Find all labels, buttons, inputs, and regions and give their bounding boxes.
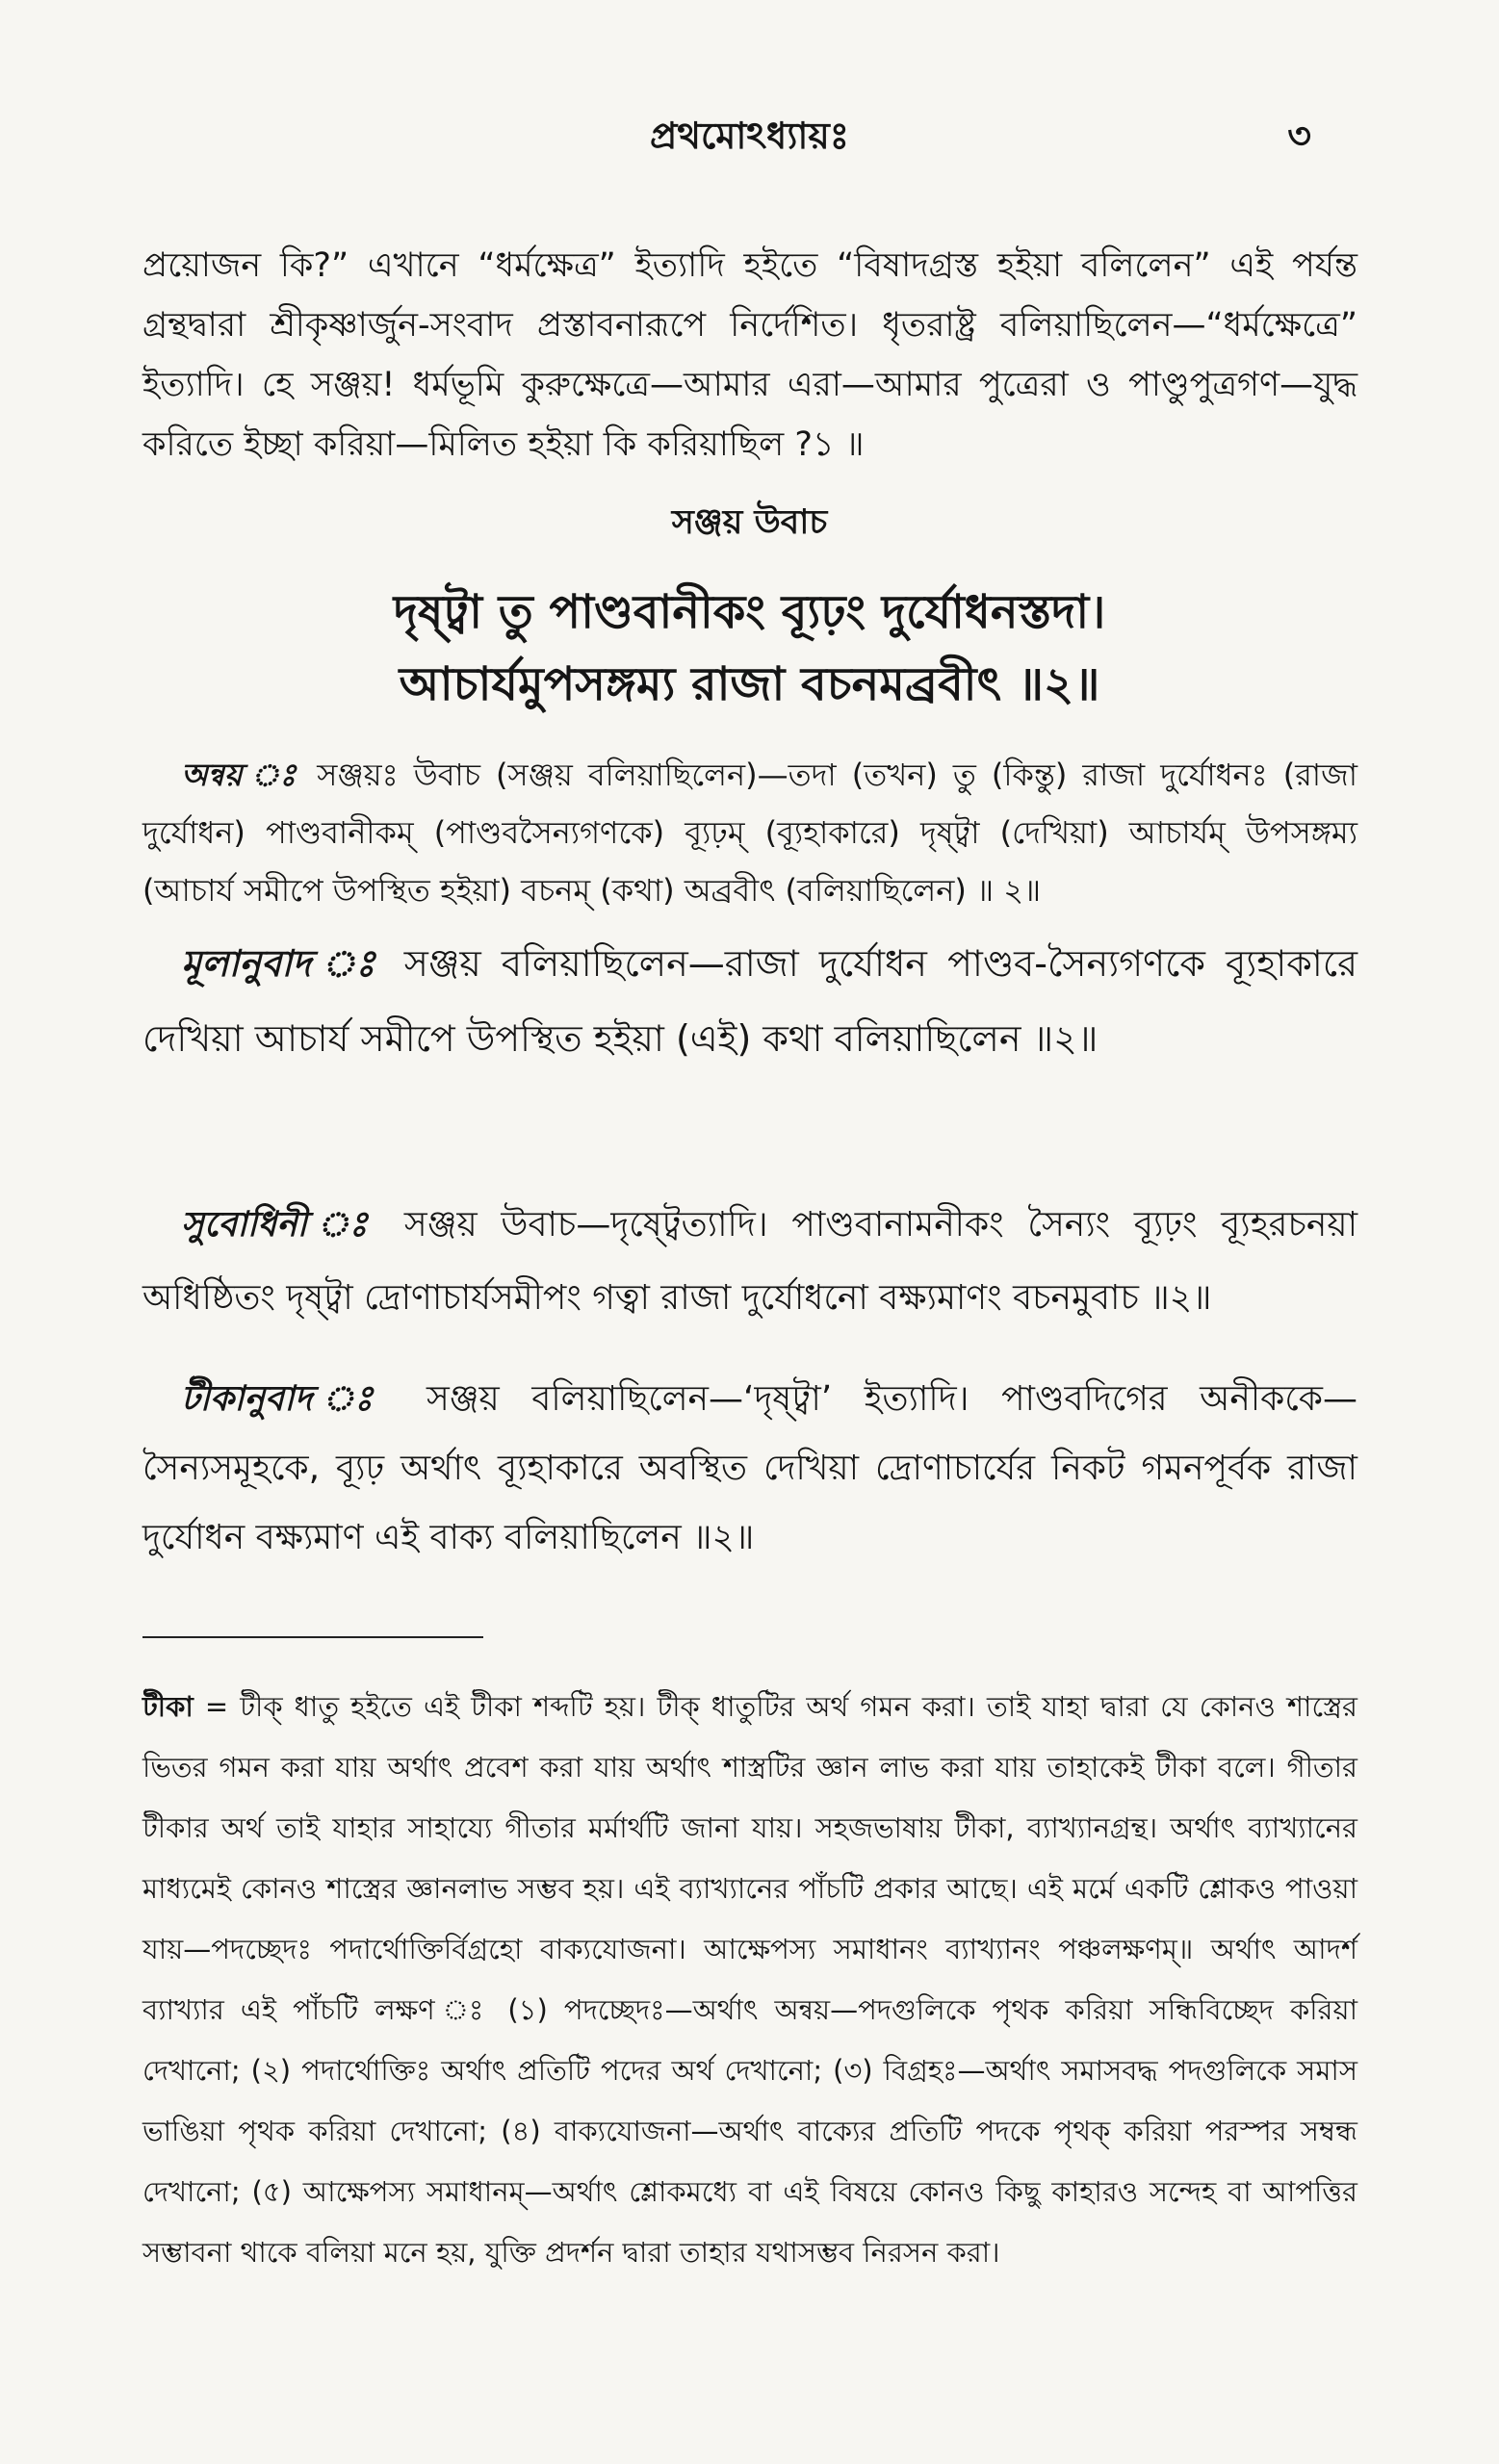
anvaya-paragraph bbox=[142, 746, 1357, 919]
mulanubad-text: সঞ্জয় বলিয়াছিলেন—রাজা দুর্যোধন পাণ্ডব-সৈন্যগণকে ব্যূহাকারে দেখিয়া আচার্য সমীপে উপস্থিত হইয়া (এই) কথা বলিয়াছিলেন ॥২॥ bbox=[142, 942, 1357, 1060]
speaker-heading: সঞ্জয় উবাচ bbox=[671, 503, 828, 542]
footnote-label: টীকা bbox=[142, 1690, 194, 1723]
mulanubad-label: মূলানুবাদ ঃ bbox=[181, 942, 384, 985]
verse-line-1: দৃষ্ট্বা তু পাণ্ডবানীকং ব্যূঢ়ং দুর্যোধনস্তদা। bbox=[393, 585, 1106, 639]
page-header bbox=[0, 108, 1499, 166]
footnote bbox=[142, 1677, 1357, 2283]
anvaya-label: অন্বয় ঃ bbox=[181, 757, 302, 793]
subodhini-text: সঞ্জয় উবাচ—দৃষ্ট্বেত্যাদি। পাণ্ডবানামনীকং সৈন্যং ব্যূঢ়ং ব্যূহরচনয়া অধিষ্ঠিতং দৃষ্ট্বা দ্রোণাচার্যসমীপং গত্বা রাজা দুর্যোধনো বক্ষ্যমাণং বচনমুবাচ ॥২॥ bbox=[142, 1205, 1358, 1318]
footnote-text: = টীক্ ধাতু হইতে এই টীকা শব্দটি হয়। টীক্ ধাতুটির অর্থ গমন করা। তাই যাহা দ্বারা যে কোনও শাস্ত্রের ভিতর গমন করা যায় অর্থাৎ প্রবেশ করা যায় অর্থাৎ শাস্ত্রটির জ্ঞান লাভ করা যায় তাহাকেই টীকা বলে। গীতার টীকার অর্থ তাই যাহার সাহায্যে গীতার মর্মার্থটি জানা যায়। সহজভাষায় টীকা, ব্যাখ্যানগ্রন্থ। অর্থাৎ ব্যাখ্যানের মাধ্যমেই কোনও শাস্ত্রের জ্ঞানলাভ সম্ভব হয়। এই ব্যাখ্যানের পাঁচটি প্রকার আছে। এই মর্মে একটি শ্লোকও পাওয়া যায়—পদচ্ছেদঃ পদার্থোক্তির্বিগ্রহো বাক্যযোজনা। আক্ষেপস্য সমাধানং ব্যাখ্যানং পঞ্চলক্ষণম্॥ অর্থাৎ আদর্শ ব্যাখ্যার এই পাঁচটি লক্ষণ ঃ (১) পদচ্ছেদঃ—অর্থাৎ অন্বয়—পদগুলিকে পৃথক করিয়া সন্ধিবিচ্ছেদ করিয়া দেখানো; (২) পদার্থোক্তিঃ অর্থাৎ প্রতিটি পদের অর্থ দেখানো; (৩) বিগ্রহঃ—অর্থাৎ সমাসবদ্ধ পদগুলিকে সমাস ভাঙিয়া পৃথক করিয়া দেখানো; (৪) বাক্যযোজনা—অর্থাৎ বাক্যের প্রতিটি পদকে পৃথক্ করিয়া পরস্পর সম্বন্ধ দেখানো; (৫) আক্ষেপস্য সমাধানম্—অর্থাৎ শ্লোকমধ্যে বা এই বিষয়ে কোনও কিছু কাহারও সন্দেহ বা আপত্তির সম্ভাবনা থাকে বলিয়া মনে হয়, যুক্তি প্রদর্শন দ্বারা তাহার যথাসম্ভব নিরসন করা। bbox=[142, 1690, 1357, 2269]
tikanubad-label: টীকানুবাদ ঃ bbox=[181, 1379, 395, 1419]
page-number: ৩ bbox=[1287, 115, 1311, 157]
tikanubad-paragraph bbox=[142, 1365, 1357, 1573]
chapter-title: প্রথমোঽধ্যায়ঃ bbox=[650, 115, 849, 157]
tikanubad-text: সঞ্জয় বলিয়াছিলেন—‘দৃষ্ট্বা’ ইত্যাদি। পাণ্ডবদিগের অনীককে—সৈন্যসমূহকে, ব্যূঢ় অর্থাৎ ব্যূহাকারে অবস্থিত দেখিয়া দ্রোণাচার্যের নিকট গমনপূর্বক রাজা দুর্যোধন বক্ষ্যমাণ এই বাক্য বলিয়াছিলেন ॥২॥ bbox=[142, 1379, 1357, 1557]
intro-paragraph: প্রয়োজন কি?” এখানে “ধর্মক্ষেত্র” ইত্যাদি হইতে “বিষাদগ্রস্ত হইয়া বলিলেন” এই পর্যন্ত গ্রন্থদ্বারা শ্রীকৃষ্ণার্জুন-সংবাদ প্রস্তাবনারূপে নির্দেশিত। ধৃতরাষ্ট্র বলিয়াছিলেন—“ধর্মক্ষেত্রে” ইত্যাদি। হে সঞ্জয়! ধর্মভূমি কুরুক্ষেত্রে—আমার এরা—আমার পুত্রেরা ও পাণ্ডুপুত্রগণ—যুদ্ধ করিতে ইচ্ছা করিয়া—মিলিত হইয়া কি করিয়াছিল ?১ ॥ bbox=[142, 246, 1357, 464]
footnote-divider bbox=[142, 1636, 483, 1638]
mulanubad-paragraph bbox=[142, 926, 1357, 1076]
verse-line-2: আচার্যমুপসঙ্গম্য রাজা বচনমব্রবীৎ ॥২॥ bbox=[399, 657, 1100, 711]
anvaya-text: সঞ্জয়ঃ উবাচ (সঞ্জয় বলিয়াছিলেন)—তদা (তখন) তু (কিন্তু) রাজা দুর্যোধনঃ (রাজা দুর্যোধন) পাণ্ডবানীকম্ (পাণ্ডবসৈন্যগণকে) ব্যূঢ়ম্ (ব্যূহাকারে) দৃষ্ট্বা (দেখিয়া) আচার্যম্ উপসঙ্গম্য (আচার্য সমীপে উপস্থিত হইয়া) বচনম্ (কথা) অব্রবীৎ (বলিয়াছিলেন) ॥ ২॥ bbox=[142, 757, 1357, 909]
subodhini-label: সুবোধিনী ঃ bbox=[181, 1205, 381, 1245]
subodhini-paragraph bbox=[142, 1189, 1357, 1335]
